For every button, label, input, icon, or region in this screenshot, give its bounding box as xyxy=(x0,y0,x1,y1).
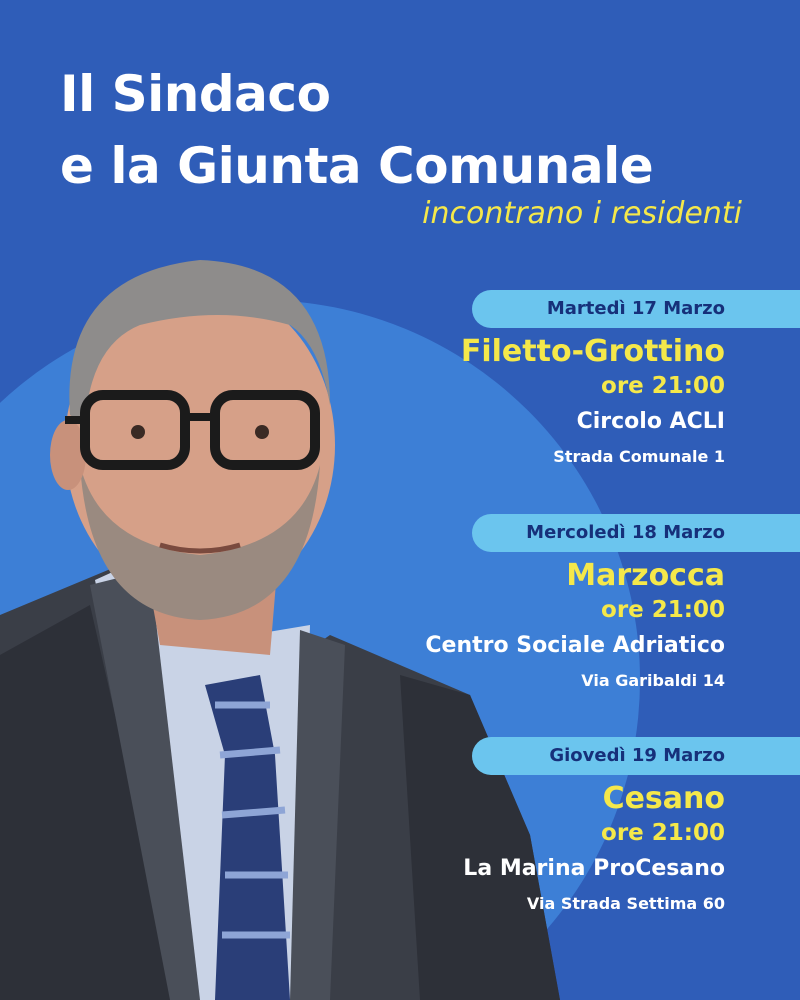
event-2-location: Marzocca xyxy=(566,558,725,593)
event-2-time: ore 21:00 xyxy=(601,597,725,623)
title-line-2: e la Giunta Comunale xyxy=(60,137,654,195)
event-3-location: Cesano xyxy=(602,781,725,816)
event-1-location: Filetto-Grottino xyxy=(460,334,725,369)
event-1-time: ore 21:00 xyxy=(601,373,725,399)
subtitle: incontrano i residenti xyxy=(422,196,742,231)
title-line-1: Il Sindaco xyxy=(60,65,331,123)
event-3-time: ore 21:00 xyxy=(601,820,725,846)
page-title xyxy=(60,58,653,202)
event-2-date: Mercoledì 18 Marzo xyxy=(472,514,800,552)
event-1-venue: Circolo ACLI xyxy=(576,409,725,434)
event-1-address: Strada Comunale 1 xyxy=(553,447,725,466)
event-2-address: Via Garibaldi 14 xyxy=(581,671,725,690)
event-3-venue: La Marina ProCesano xyxy=(463,856,725,881)
event-3-address: Via Strada Settima 60 xyxy=(526,894,725,913)
event-1-date: Martedì 17 Marzo xyxy=(472,290,800,328)
event-2-venue: Centro Sociale Adriatico xyxy=(425,633,725,658)
event-3-date: Giovedì 19 Marzo xyxy=(472,737,800,775)
